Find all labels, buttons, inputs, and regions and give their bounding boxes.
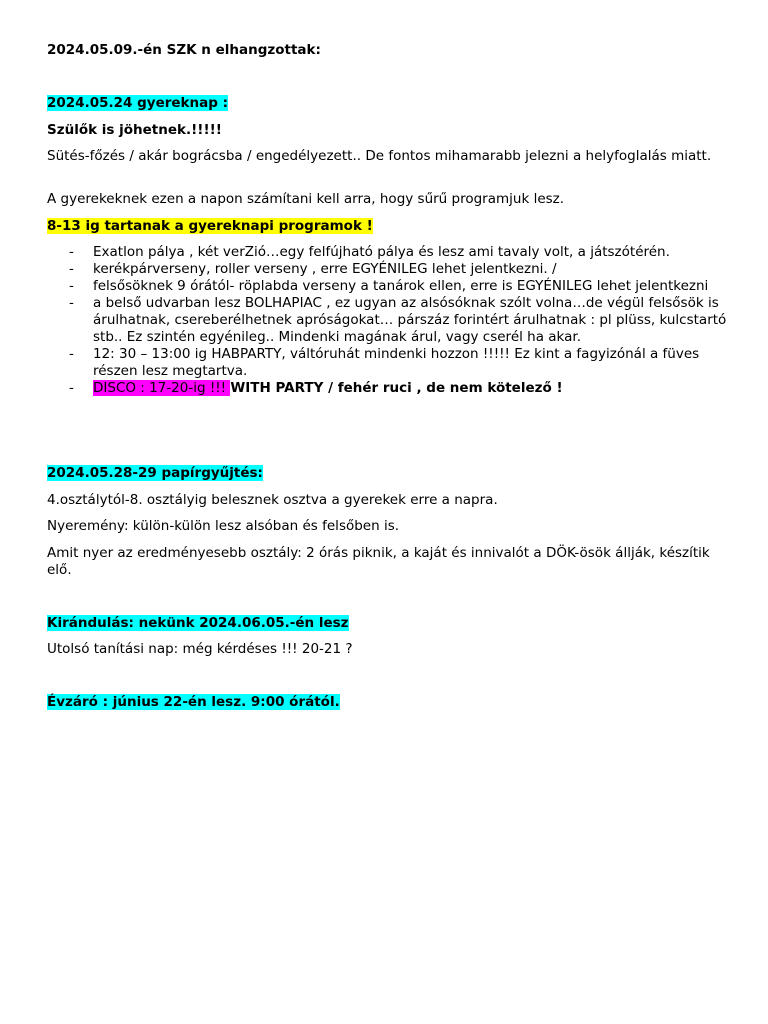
paper-collection-classes: 4.osztálytól-8. osztályig belesznek osztva a gyerekek erre a napra. — [47, 492, 498, 508]
bullet-dash: - — [69, 346, 74, 362]
list-item — [47, 346, 727, 380]
program-hours — [47, 218, 727, 235]
bullet-dash: - — [69, 380, 74, 396]
list-item-disco — [47, 380, 727, 397]
disco-highlight: DISCO : 17-20-ig !!! — [93, 380, 231, 396]
bullet-dash: - — [69, 244, 74, 260]
last-school-day: Utolsó tanítási nap: még kérdéses !!! 20-21 ? — [47, 641, 353, 657]
year-end-ceremony-highlight: Évzáró : június 22-én lesz. 9:00 órától. — [47, 694, 340, 710]
disco-details: WITH PARTY / fehér ruci , de nem kötelező ! — [230, 380, 563, 396]
paper-collection-title — [47, 465, 727, 482]
paper-collection-prize: Nyeremény: külön-külön lesz alsóban és felsőben is. — [47, 518, 400, 534]
excursion-title-highlight: Kirándulás: nekünk 2024.06.05.-én lesz — [47, 615, 349, 631]
list-item-text: Exatlon pálya , két verZió…egy felfújható pálya és lesz ami tavaly volt, a játszótérén. — [93, 244, 670, 260]
childrens-day-title-highlight: 2024.05.24 gyereknap : — [47, 95, 228, 111]
year-end-ceremony — [47, 694, 727, 711]
list-item — [47, 278, 727, 295]
kids-program-note: A gyerekeknek ezen a napon számítani kell arra, hogy sűrű programjuk lesz. — [47, 191, 565, 207]
paper-collection-title-highlight: 2024.05.28-29 papírgyűjtés: — [47, 465, 263, 481]
childrens-day-title — [47, 95, 727, 112]
list-item — [47, 244, 727, 261]
excursion-title — [47, 615, 727, 632]
bullet-dash: - — [69, 261, 74, 277]
list-item — [47, 295, 727, 346]
program-hours-highlight: 8-13 ig tartanak a gyereknapi programok ! — [47, 218, 373, 234]
bullet-dash: - — [69, 278, 74, 294]
document-heading: 2024.05.09.-én SZK n elhangzottak: — [47, 42, 321, 58]
parents-welcome: Szülők is jöhetnek.!!!!! — [47, 122, 222, 138]
cooking-note: Sütés-főzés / akár bográcsba / engedélyezett.. De fontos mihamarabb jelezni a helyfoglalás miatt. — [47, 148, 712, 164]
bullet-dash: - — [69, 295, 74, 311]
program-list — [47, 244, 727, 397]
list-item-text: kerékpárverseny, roller verseny , erre EGYÉNILEG lehet jelentkezni. / — [93, 261, 557, 277]
list-item-text: felsősöknek 9 órától- röplabda verseny a tanárok ellen, erre is EGYÉNILEG lehet jelentkezni — [93, 278, 709, 294]
paper-collection-reward: Amit nyer az eredményesebb osztály: 2 órás piknik, a kaját és innivalót a DÖK-ösök állják, készítik elő. — [47, 545, 710, 578]
list-item — [47, 261, 727, 278]
list-item-text: 12: 30 – 13:00 ig HABPARTY, váltóruhát mindenki hozzon !!!!! Ez kint a fagyizónál a füves részen lesz megtartva. — [93, 346, 700, 379]
list-item-text: a belső udvarban lesz BOLHAPIAC , ez ugyan az alsósóknak szólt volna…de végül felsősök is árulhatnak, csereberélhetnek apróságokat… párszáz forintért árulhatnak : pl plüss, kulcstartó stb.. Ez szintén egyénileg.. Mindenki magának árul, vagy cserél ha akar. — [93, 295, 727, 345]
